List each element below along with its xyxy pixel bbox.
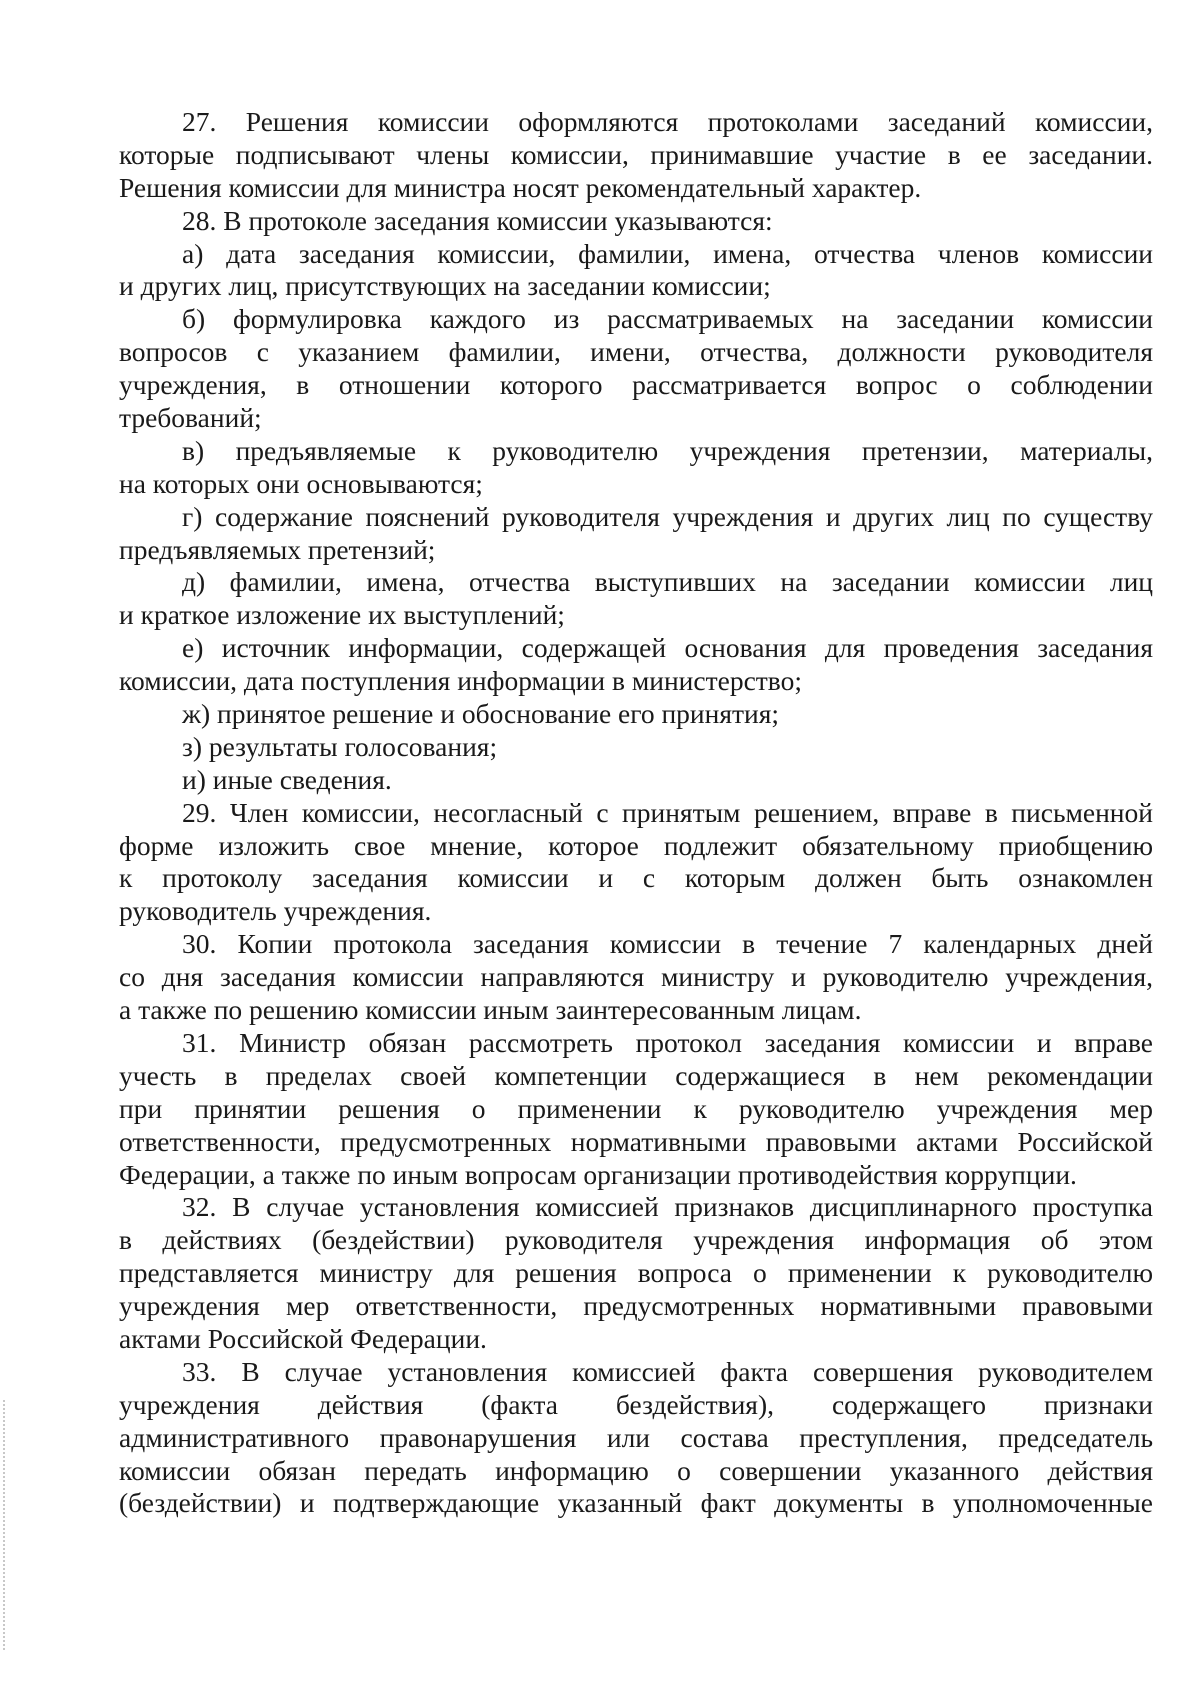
paragraph-p28a: [119, 238, 1153, 304]
paragraph-p29: [119, 797, 1153, 929]
paragraph-line: учреждения действия (факта бездействия), содержащего признаки: [119, 1388, 1153, 1420]
paragraph-line: комиссии, дата поступления информации в министерство;: [119, 665, 802, 697]
paragraph-line: 30. Копии протокола заседания комиссии в течение 7 календарных дней: [182, 928, 1153, 960]
paragraph-p28v: [119, 435, 1153, 501]
paragraph-line: предъявляемых претензий;: [119, 533, 436, 565]
paragraph-line: и краткое изложение их выступлений;: [119, 599, 565, 631]
paragraph-line: в действиях (бездействии) руководителя учреждения информация об этом: [119, 1224, 1153, 1256]
paragraph-p28e: [119, 632, 1153, 698]
paragraph-line: б) формулировка каждого из рассматриваемых на заседании комиссии: [182, 303, 1153, 335]
document-body: [119, 106, 1153, 1520]
paragraph-line: Федерации, а также по иным вопросам организации противодействия коррупции.: [119, 1158, 1077, 1190]
paragraph-line: в) предъявляемые к руководителю учреждения претензии, материалы,: [182, 434, 1153, 466]
paragraph-p27: [119, 106, 1153, 205]
paragraph-line: комиссии обязан передать информацию о совершении указанного действия: [119, 1454, 1153, 1486]
paragraph-line: при принятии решения о применении к руководителю учреждения мер: [119, 1092, 1153, 1124]
paragraph-line: 32. В случае установления комиссией признаков дисциплинарного проступка: [182, 1191, 1153, 1223]
paragraph-line: которые подписывают члены комиссии, принимавшие участие в ее заседании.: [119, 138, 1153, 170]
paragraph-line: 31. Министр обязан рассмотреть протокол заседания комиссии и вправе: [182, 1026, 1153, 1058]
paragraph-line: 33. В случае установления комиссией факта совершения руководителем: [182, 1355, 1153, 1387]
paragraph-p28: [119, 205, 1153, 238]
paragraph-line: г) содержание пояснений руководителя учреждения и других лиц по существу: [182, 500, 1153, 532]
paragraph-p28g: [119, 501, 1153, 567]
paragraph-line: представляется министру для решения вопроса о применении к руководителю: [119, 1257, 1153, 1289]
paragraph-line: 28. В протоколе заседания комиссии указываются:: [182, 204, 773, 236]
paragraph-line: а) дата заседания комиссии, фамилии, имена, отчества членов комиссии: [182, 237, 1153, 269]
paragraph-line: ж) принятое решение и обоснование его принятия;: [182, 698, 780, 730]
paragraph-line: форме изложить свое мнение, которое подлежит обязательному приобщению: [119, 829, 1153, 861]
paragraph-line: 29. Член комиссии, несогласный с принятым решением, вправе в письменной: [182, 796, 1153, 828]
paragraph-line: з) результаты голосования;: [182, 730, 498, 762]
paragraph-p31: [119, 1027, 1153, 1191]
paragraph-line: д) фамилии, имена, отчества выступивших на заседании комиссии лиц: [182, 566, 1153, 598]
paragraph-line: ответственности, предусмотренных нормативными правовыми актами Российской: [119, 1125, 1153, 1157]
paragraph-p28b: [119, 303, 1153, 435]
paragraph-line: на которых они основываются;: [119, 467, 483, 499]
paragraph-p30: [119, 928, 1153, 1027]
paragraph-p28i: [119, 764, 1153, 797]
paragraph-line: актами Российской Федерации.: [119, 1322, 487, 1354]
paragraph-line: руководитель учреждения.: [119, 895, 432, 927]
paragraph-p28d: [119, 566, 1153, 632]
paragraph-p28z: [119, 731, 1153, 764]
paragraph-line: учесть в пределах своей компетенции содержащиеся в нем рекомендации: [119, 1059, 1153, 1091]
paragraph-line: учреждения мер ответственности, предусмотренных нормативными правовыми: [119, 1290, 1153, 1322]
paragraph-line: Решения комиссии для министра носят рекомендательный характер.: [119, 171, 922, 203]
paragraph-p32: [119, 1191, 1153, 1355]
paragraph-line: административного правонарушения или состава преступления, председатель: [119, 1421, 1153, 1453]
paragraph-line: к протоколу заседания комиссии и с которым должен быть ознакомлен: [119, 862, 1153, 894]
paragraph-line: е) источник информации, содержащей основания для проведения заседания: [182, 632, 1153, 664]
paragraph-line: и) иные сведения.: [182, 763, 392, 795]
paragraph-p28zh: [119, 698, 1153, 731]
paragraph-line: и других лиц, присутствующих на заседании комиссии;: [119, 270, 771, 302]
paragraph-line: а также по решению комиссии иным заинтересованным лицам.: [119, 994, 862, 1026]
paragraph-line: требований;: [119, 402, 262, 434]
paragraph-line: со дня заседания комиссии направляются министру и руководителю учреждения,: [119, 961, 1153, 993]
paragraph-line: вопросов с указанием фамилии, имени, отчества, должности руководителя: [119, 336, 1153, 368]
scan-edge-mark: [3, 1400, 7, 1650]
paragraph-line: учреждения, в отношении которого рассматривается вопрос о соблюдении: [119, 369, 1153, 401]
paragraph-line: 27. Решения комиссии оформляются протоколами заседаний комиссии,: [182, 106, 1153, 137]
paragraph-line: (бездействии) и подтверждающие указанный факт документы в уполномоченные: [119, 1487, 1153, 1519]
paragraph-p33: [119, 1356, 1153, 1520]
